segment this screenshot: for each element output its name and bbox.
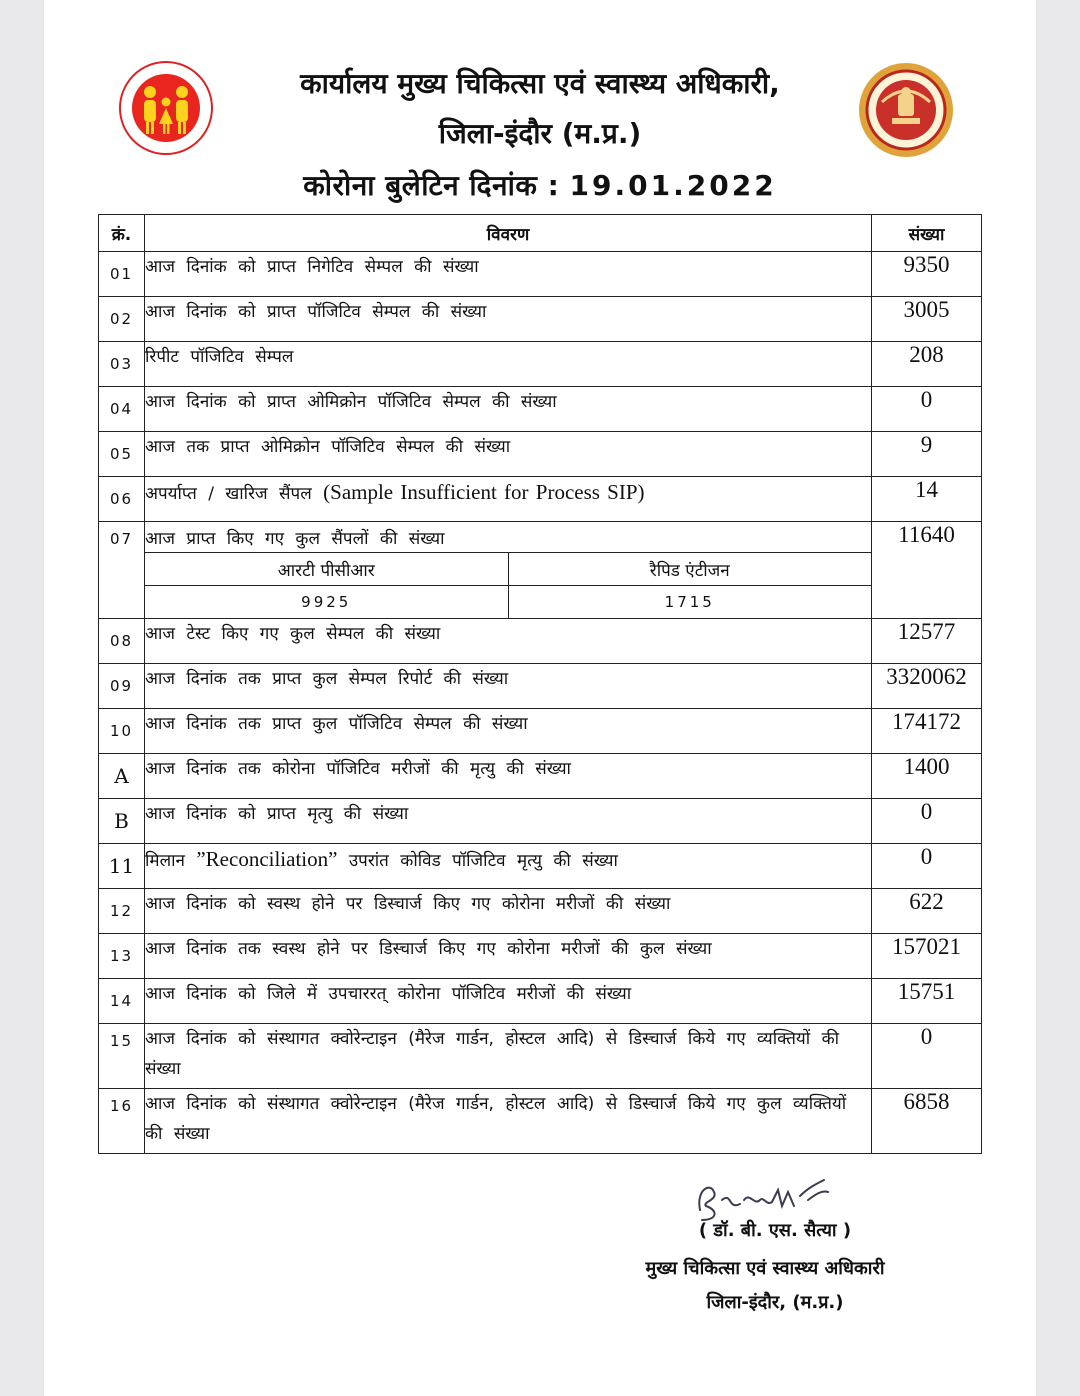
bulletin-title: [200, 166, 880, 204]
row-desc-english: (Sample Insufficient for Process SIP): [323, 480, 645, 504]
rapid-antigen-label: रैपिड एंटीजन: [508, 553, 871, 586]
table-row: [99, 477, 982, 522]
row-desc: आज दिनांक को प्राप्त ओमिक्रोन पॉजिटिव सेम्पल की संख्या: [145, 387, 872, 432]
table-row: [99, 619, 982, 664]
row-sn: 09: [99, 664, 145, 709]
table-row: [99, 709, 982, 754]
bulletin-label: कोरोना बुलेटिन दिनांक :: [303, 169, 560, 202]
row-desc: आज दिनांक तक कोरोना पॉजिटिव मरीजों की मृत्यु की संख्या: [145, 754, 872, 799]
row-sn: 05: [99, 432, 145, 477]
row-count: 15751: [872, 979, 982, 1024]
table-row: [99, 934, 982, 979]
signatory-location: जिला-इंदौर, (म.प्र.): [706, 1292, 844, 1313]
row-sn: A: [99, 754, 145, 799]
header-desc: विवरण: [145, 215, 872, 252]
row-count: 11640: [872, 522, 982, 619]
nhm-logo: [110, 56, 226, 162]
table-row: [99, 1089, 982, 1154]
signatory-designation: मुख्य चिकित्सा एवं स्वास्थ्य अधिकारी: [645, 1258, 885, 1279]
rapid-antigen-value: 1715: [664, 593, 715, 611]
table-row: [99, 342, 982, 387]
row-count: 0: [872, 799, 982, 844]
office-title: कार्यालय मुख्य चिकित्सा एवं स्वास्थ्य अधिकारी,: [300, 67, 780, 100]
row-count: 0: [872, 387, 982, 432]
office-location: जिला-इंदौर (म.प्र.): [438, 117, 642, 150]
table-row: [99, 297, 982, 342]
table-row: [99, 844, 982, 889]
row-desc: आज दिनांक तक स्वस्थ होने पर डिस्चार्ज किए गए कोरोना मरीजों की कुल संख्या: [145, 934, 872, 979]
row-sn: B: [99, 799, 145, 844]
row-count: 9350: [872, 252, 982, 297]
row-desc: [145, 844, 872, 889]
row-desc-part2: उपरांत कोविड पॉजिटिव मृत्यु की संख्या: [348, 851, 618, 871]
row-count: 622: [872, 889, 982, 934]
table-row: [99, 664, 982, 709]
rtpcr-value: 9925: [145, 586, 508, 619]
row-count: 14: [872, 477, 982, 522]
table-row-samples: [99, 522, 982, 619]
row-desc-part1: मिलान: [145, 851, 185, 871]
sample-breakdown: [145, 522, 871, 618]
row-sn: 03: [99, 342, 145, 387]
row-sn: 08: [99, 619, 145, 664]
row-count: 157021: [872, 934, 982, 979]
row-count: 3005: [872, 297, 982, 342]
rtpcr-label: आरटी पीसीआर: [145, 553, 508, 586]
table-row: [99, 754, 982, 799]
table-row: [99, 799, 982, 844]
table-row: [99, 979, 982, 1024]
row-desc: आज दिनांक तक प्राप्त कुल पॉजिटिव सेम्पल की संख्या: [145, 709, 872, 754]
row-count: 0: [872, 844, 982, 889]
table-row: [99, 252, 982, 297]
row-sn: 15: [99, 1024, 145, 1089]
row-count: 3320062: [872, 664, 982, 709]
row-count: 0: [872, 1024, 982, 1089]
row-desc: आज दिनांक को प्राप्त पॉजिटिव सेम्पल की संख्या: [145, 297, 872, 342]
bulletin-date: 19.01.2022: [569, 169, 777, 202]
row-desc: रिपीट पॉजिटिव सेम्पल: [145, 342, 872, 387]
table-header-row: [99, 215, 982, 252]
row-desc: आज तक प्राप्त ओमिक्रोन पॉजिटिव सेम्पल की संख्या: [145, 432, 872, 477]
row-count: 9: [872, 432, 982, 477]
row-desc: आज दिनांक को संस्थागत क्वोरेन्टाइन (मैरेज गार्डन, होस्टल आदि) से डिस्चार्ज किये गए व्यक्तियों की संख्या: [145, 1024, 872, 1089]
row-sn: 06: [99, 477, 145, 522]
row-desc: आज दिनांक को संस्थागत क्वोरेन्टाइन (मैरेज गार्डन, होस्टल आदि) से डिस्चार्ज किये गए कुल व्यक्तियों की संख्या: [145, 1089, 872, 1154]
row-sn: 13: [99, 934, 145, 979]
row-desc-english: ”Reconciliation”: [196, 847, 338, 871]
row-desc-hindi: अपर्याप्त / खारिज सैंपल: [145, 484, 312, 504]
row-desc: आज दिनांक को स्वस्थ होने पर डिस्चार्ज किए गए कोरोना मरीजों की संख्या: [145, 889, 872, 934]
row-count: 1400: [872, 754, 982, 799]
row-desc: [145, 477, 872, 522]
row-desc: आज दिनांक को जिले में उपचाररत् कोरोना पॉजिटिव मरीजों की संख्या: [145, 979, 872, 1024]
table-row: [99, 889, 982, 934]
row-sn: 11: [99, 844, 145, 889]
row-sn: 14: [99, 979, 145, 1024]
row-desc: आज दिनांक को प्राप्त निगेटिव सेम्पल की संख्या: [145, 252, 872, 297]
row-desc: आज टेस्ट किए गए कुल सेम्पल की संख्या: [145, 619, 872, 664]
bulletin-table: [98, 214, 982, 1154]
row-desc: आज दिनांक को प्राप्त मृत्यु की संख्या: [145, 799, 872, 844]
row-sn: 04: [99, 387, 145, 432]
row-count: 208: [872, 342, 982, 387]
row-desc: आज दिनांक तक प्राप्त कुल सेम्पल रिपोर्ट की संख्या: [145, 664, 872, 709]
row-count: 6858: [872, 1089, 982, 1154]
row-count: 12577: [872, 619, 982, 664]
header-count: संख्या: [872, 215, 982, 252]
table-row: [99, 432, 982, 477]
row-desc-with-breakdown: [145, 522, 872, 619]
row-sn: 02: [99, 297, 145, 342]
header-sn: क्रं.: [99, 215, 145, 252]
row-desc: आज प्राप्त किए गए कुल सैंपलों की संख्या: [145, 522, 871, 553]
table-row: [99, 1024, 982, 1089]
row-sn: 01: [99, 252, 145, 297]
row-sn: 16: [99, 1089, 145, 1154]
row-sn: 10: [99, 709, 145, 754]
row-count: 174172: [872, 709, 982, 754]
row-sn: 07: [99, 522, 145, 619]
row-sn: 12: [99, 889, 145, 934]
signatory-name: ( डॉ. बी. एस. सैत्या ): [698, 1220, 852, 1241]
mp-emblem: [852, 60, 960, 160]
table-row: [99, 387, 982, 432]
